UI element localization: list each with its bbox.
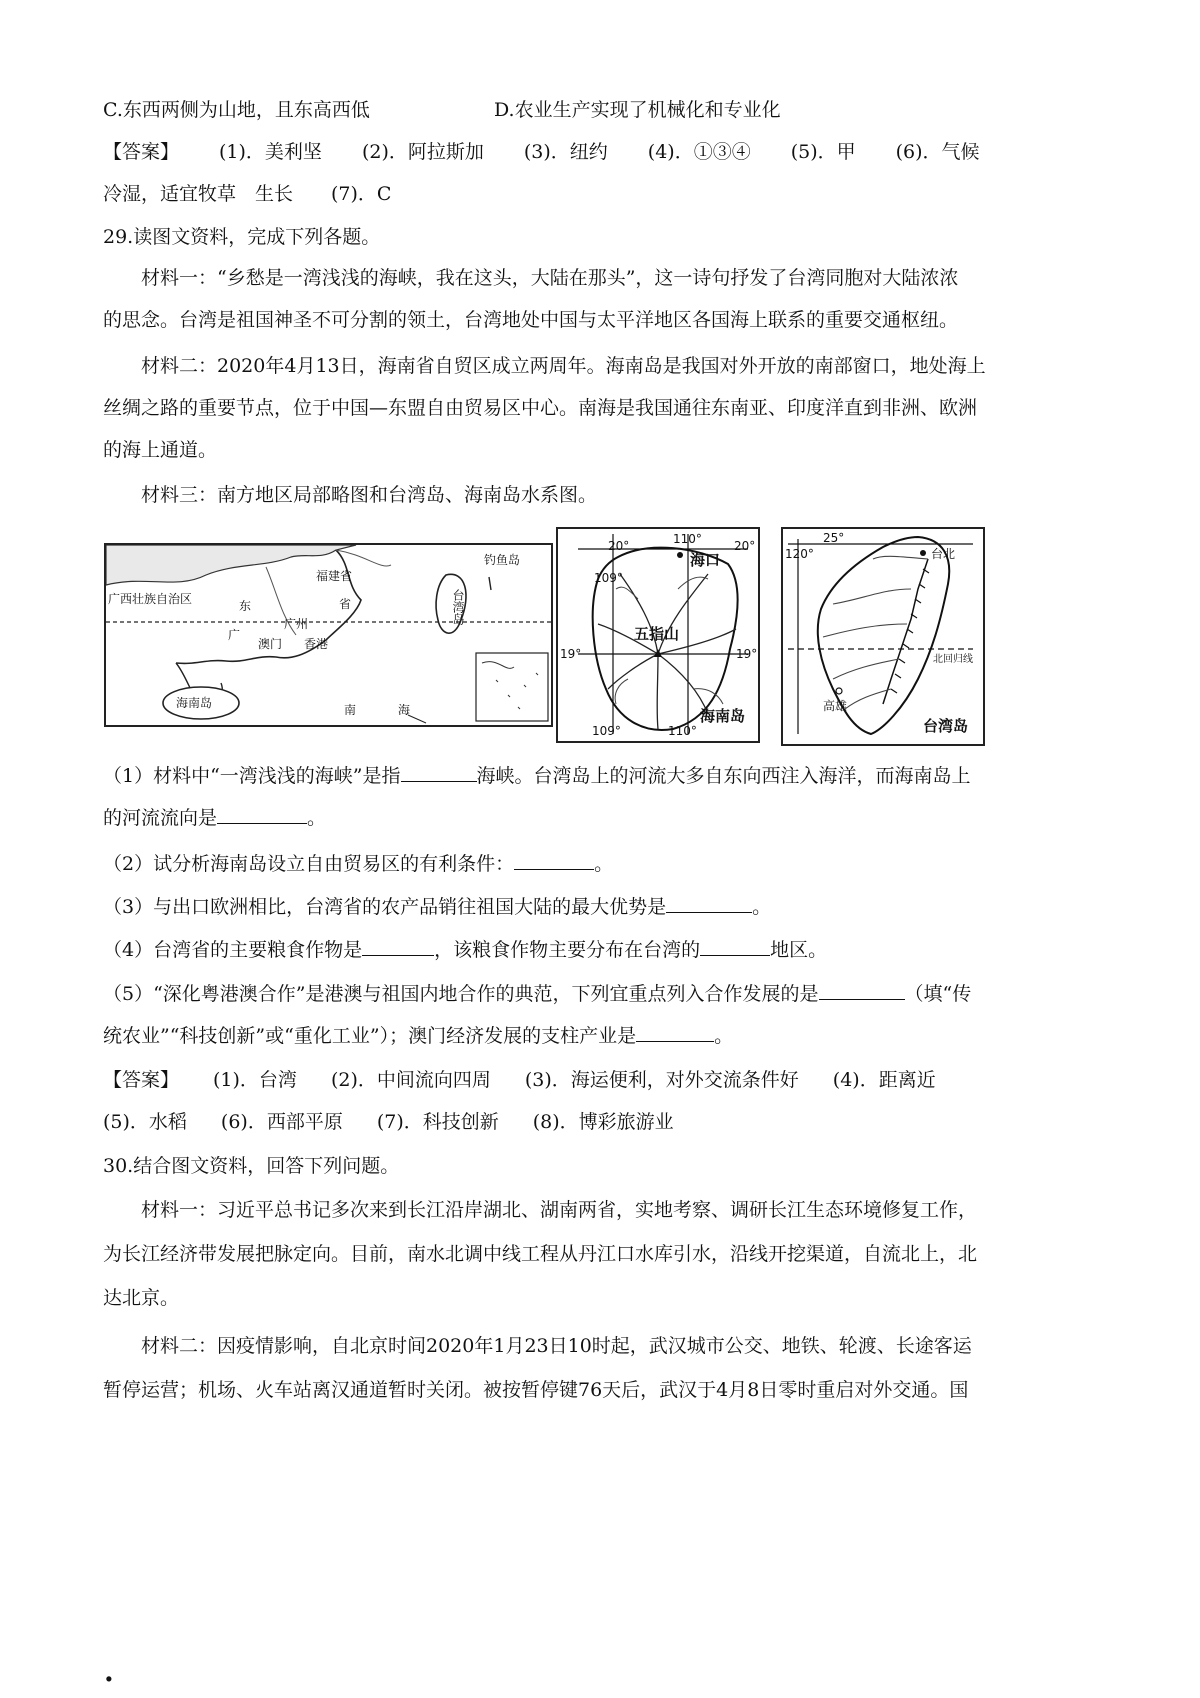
question-text: 。 [714, 1025, 734, 1047]
map-label: 海南岛 [700, 707, 746, 725]
question-text: 统农业”“科技创新”或“重化工业”）；澳门经济发展的支柱产业是 [103, 1025, 637, 1047]
answer-blank[interactable] [362, 937, 434, 956]
map-label: 南 [344, 703, 357, 717]
answer-blank[interactable] [666, 894, 752, 913]
answer-28 [103, 138, 980, 166]
map-label: 110° [673, 532, 702, 546]
q29-material-2-end: 的海上通道。 [103, 439, 218, 461]
q29-material-1-cont: 的思念。台湾是祖国神圣不可分割的领土，台湾地处中国与太平洋地区各国海上联系的重要交通枢纽。 [103, 309, 959, 331]
map-label: 109° [594, 571, 623, 585]
answer-blank[interactable] [700, 937, 770, 956]
map-label: 110° [668, 724, 697, 738]
q29-sub-5-cont [103, 1022, 733, 1050]
map-label: 福建省 [316, 569, 353, 583]
q30-title: 30.结合图文资料，回答下列问题。 [103, 1155, 400, 1177]
question-text: 。 [752, 896, 772, 918]
option-c: C.东西两侧为山地，且东高西低 [103, 99, 370, 121]
answer-29-cont [103, 1108, 674, 1136]
answer-item: (7)．C [331, 183, 392, 205]
q29-title: 29.读图文资料，完成下列各题。 [103, 226, 381, 248]
option-d: D.农业生产实现了机械化和专业化 [494, 99, 781, 121]
hainan-river-map [556, 527, 760, 743]
answer-item: (1)．台湾 [213, 1069, 297, 1091]
map-label: 海 [398, 703, 411, 717]
question-text: （5）“深化粤港澳合作”是港澳与祖国内地合作的典范，下列宜重点列入合作发展的是 [103, 983, 819, 1005]
footer-dot: . [104, 1655, 114, 1688]
map-label: 广 [228, 628, 241, 642]
question-text: （4）台湾省的主要粮食作物是 [103, 939, 363, 961]
q29-sub-4 [103, 936, 827, 964]
answer-item: (7)．科技创新 [376, 1111, 499, 1133]
question-text: （1）材料中“一湾浅浅的海峡”是指 [103, 765, 401, 787]
answer-28-cont [103, 180, 391, 208]
answer-blank[interactable] [514, 851, 594, 870]
answer-blank[interactable] [217, 805, 307, 824]
q30-material-1-end: 达北京。 [103, 1287, 180, 1309]
map-label: 东 [239, 599, 252, 613]
answer-item: (8)．博彩旅游业 [532, 1111, 674, 1133]
map-label: 钓鱼岛 [484, 553, 521, 567]
q29-material-2: 材料二：2020年4月13日，海南省自贸区成立两周年。海南岛是我国对外开放的南部窗口，地处海上 [141, 355, 986, 377]
answer-item: (6)．气候 [895, 141, 980, 163]
map-label: 台湾岛 [923, 717, 969, 735]
q29-sub-5 [103, 980, 971, 1008]
answer-item: (1)．美利坚 [219, 141, 322, 163]
q29-sub-1 [103, 762, 971, 790]
q30-material-2-cont: 暂停运营；机场、火车站离汉通道暂时关闭。被按暂停键76天后，武汉于4月8日零时重启对外交通。国 [103, 1379, 969, 1401]
answer-item: (4)．距离近 [832, 1069, 936, 1091]
q29-sub-3 [103, 893, 771, 921]
answer-29 [103, 1066, 936, 1094]
map-label: 20° [734, 539, 756, 553]
map-label: 120° [785, 547, 814, 561]
q30-material-1: 材料一：习近平总书记多次来到长江沿岸湖北、湖南两省，实地考察、调研长江生态环境修复工作， [141, 1199, 978, 1221]
answer-blank[interactable] [636, 1023, 714, 1042]
taiwan-river-map [781, 527, 985, 746]
answer-item: (4)．①③④ [647, 141, 751, 163]
q29-material-1: 材料一：“乡愁是一湾浅浅的海峡，我在这头，大陆在那头”，这一诗句抒发了台湾同胞对大陆浓浓 [141, 267, 959, 289]
map-label: 澳门 [258, 637, 283, 651]
question-text: 。 [594, 853, 614, 875]
question-text: 地区。 [770, 939, 828, 961]
map-label: 海口 [690, 551, 721, 569]
map-label: 高雄 [823, 699, 848, 713]
map-label: 五指山 [634, 625, 680, 643]
answer-blank[interactable] [819, 981, 905, 1000]
question-text: （填“传 [904, 983, 972, 1005]
question-text: （2）试分析海南岛设立自由贸易区的有利条件： [103, 853, 515, 875]
map-label: 香港 [304, 637, 329, 651]
map-label: 109° [592, 724, 621, 738]
question-text: （3）与出口欧洲相比，台湾省的农产品销往祖国大陆的最大优势是 [103, 896, 667, 918]
answer-item: (5)．甲 [790, 141, 856, 163]
map-label: 25° [823, 531, 845, 545]
answer-item: (2)．阿拉斯加 [361, 141, 484, 163]
map-label: 海南岛 [176, 696, 213, 710]
q29-material-3: 材料三：南方地区局部略图和台湾岛、海南岛水系图。 [141, 484, 598, 506]
answer-blank[interactable] [401, 763, 477, 782]
map-label: 19° [736, 647, 758, 661]
map-label: 北回归线 [933, 654, 973, 665]
q29-material-2-cont: 丝绸之路的重要节点，位于中国—东盟自由贸易区中心。南海是我国通往东南亚、印度洋直到非洲、欧洲 [103, 397, 978, 419]
map-label: 台湾岛 [451, 589, 465, 625]
question-text: 。 [307, 807, 327, 829]
map-label: 19° [560, 647, 582, 661]
question-text: 海峡。台湾岛上的河流大多自东向西注入海洋，而海南岛上 [476, 765, 971, 787]
map-label: 20° [608, 539, 630, 553]
q29-sub-1-cont [103, 804, 326, 832]
answer-item: 冷湿，适宜牧草 生长 [103, 183, 294, 205]
map-label: 广西壮族自治区 [108, 592, 193, 606]
answer-item: (3)．海运便利，对外交流条件好 [524, 1069, 799, 1091]
south-china-map [104, 543, 553, 727]
answer-label: 【答案】 [103, 1069, 180, 1091]
answer-item: (5)．水稻 [103, 1111, 187, 1133]
map-label: 台北 [931, 547, 956, 561]
answer-item: (6)．西部平原 [220, 1111, 343, 1133]
q30-material-1-cont: 为长江经济带发展把脉定向。目前，南水北调中线工程从丹江口水库引水，沿线开挖渠道，自流北上，北 [103, 1243, 978, 1265]
q30-material-2: 材料二：因疫情影响，自北京时间2020年1月23日10时起，武汉城市公交、地铁、轮渡、长途客运 [141, 1335, 972, 1357]
map-label: 省 [339, 597, 352, 611]
question-text: ，该粮食作物主要分布在台湾的 [434, 939, 701, 961]
q29-sub-2 [103, 850, 613, 878]
question-text: 的河流流向是 [103, 807, 218, 829]
answer-item: (3)．纽约 [523, 141, 608, 163]
answer-item: (2)．中间流向四周 [330, 1069, 491, 1091]
answer-label: 【答案】 [103, 141, 180, 163]
map-label: 广州 [284, 617, 309, 631]
